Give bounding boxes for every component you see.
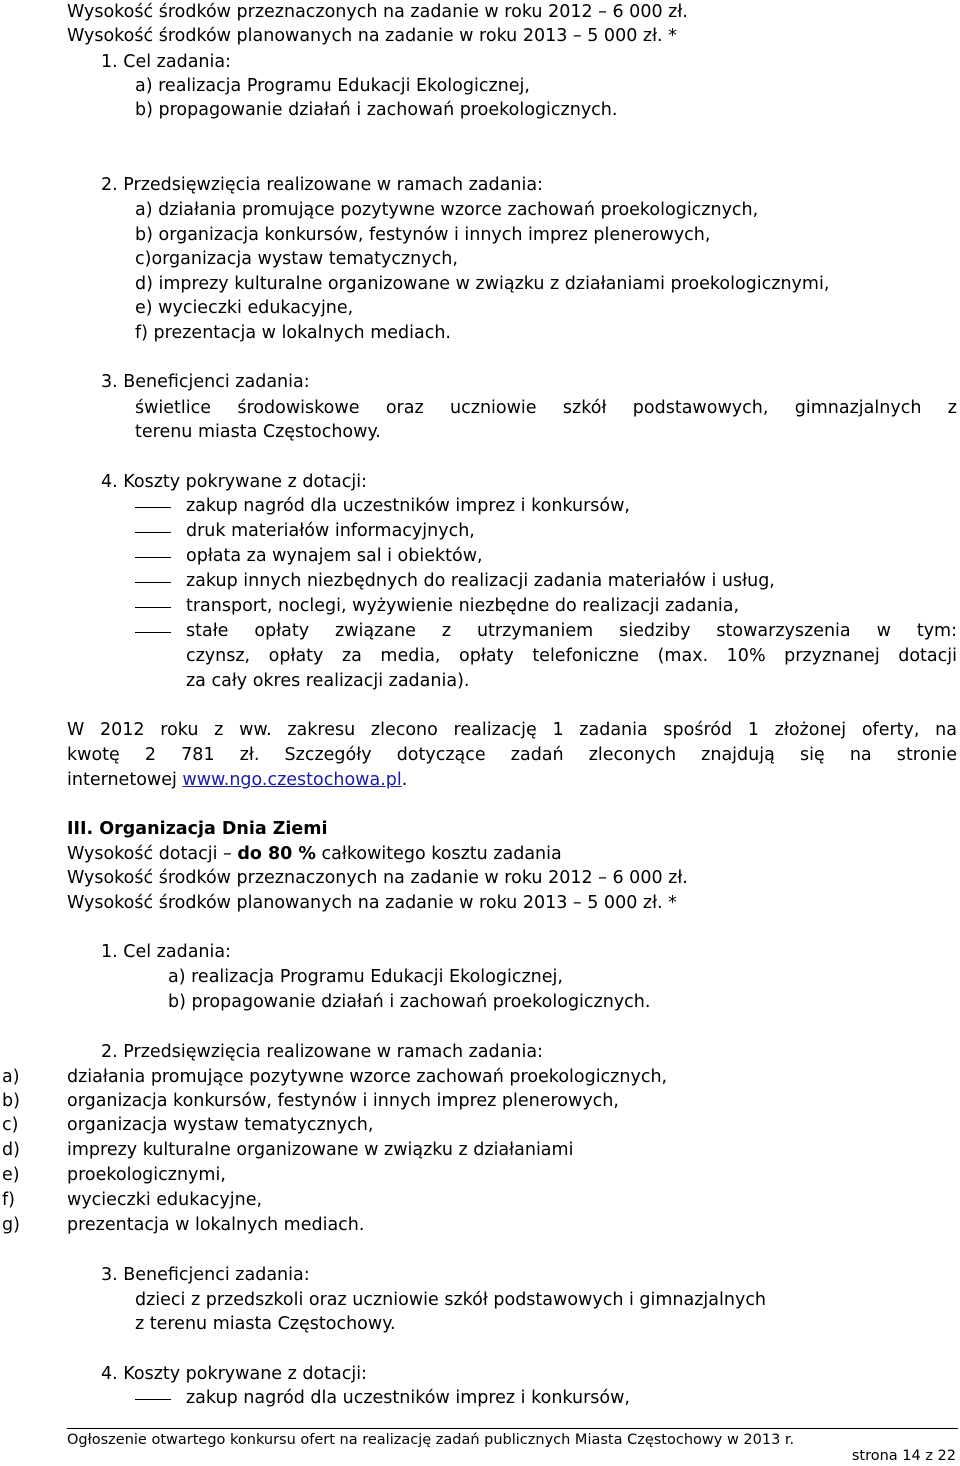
activity-item: prezentacja w lokalnych mediach. [67, 1215, 365, 1235]
activity-d: d) imprezy kulturalne organizowane w związku z działaniami proekologicznymi, [135, 274, 830, 294]
summary-line-1: W 2012 roku z ww. zakresu zlecono realizację 1 zadania spośród 1 złożonej oferty, na [67, 720, 957, 740]
activity-item: proekologicznymi, [67, 1165, 226, 1185]
footer-divider [67, 1428, 958, 1429]
beneficiaries-title: 3. Beneficjenci zadania: [101, 372, 310, 392]
dash-bullet [135, 582, 171, 583]
cost-item: druk materiałów informacyjnych, [186, 521, 475, 541]
dash-bullet [135, 1399, 171, 1400]
activities-title: 2. Przedsięwzięcia realizowane w ramach zadania: [101, 175, 543, 195]
activity-marker: d) [2, 1140, 20, 1160]
activity-item: imprezy kulturalne organizowane w związku z działaniami [67, 1140, 574, 1160]
activity-marker: a) [2, 1067, 20, 1087]
cost-item-last-line-3: za cały okres realizacji zadania). [186, 671, 470, 691]
dash-bullet [135, 507, 171, 508]
activity-b: b) organizacja konkursów, festynów i innych imprez plenerowych, [135, 225, 711, 245]
dash-bullet [135, 632, 171, 633]
funds-2012-line: Wysokość środków przeznaczonych na zadanie w roku 2012 – 6 000 zł. [67, 2, 688, 22]
cost-item: zakup nagród dla uczestników imprez i konkursów, [186, 496, 630, 516]
funds-2012-line: Wysokość środków przeznaczonych na zadanie w roku 2012 – 6 000 zł. [67, 868, 688, 888]
subsidy-line [67, 842, 562, 866]
cost-item: opłata za wynajem sal i obiektów, [186, 546, 483, 566]
goal-item-b: b) propagowanie działań i zachowań proekologicznych. [135, 100, 618, 120]
beneficiaries-title: 3. Beneficjenci zadania: [101, 1265, 310, 1285]
activity-marker: b) [2, 1091, 20, 1111]
subsidy-suffix: całkowitego kosztu zadania [321, 844, 562, 864]
activities-title: 2. Przedsięwzięcia realizowane w ramach zadania: [101, 1042, 543, 1062]
activity-c: c)organizacja wystaw tematycznych, [135, 249, 458, 269]
summary-prefix: internetowej [67, 770, 177, 790]
funds-2013-line: Wysokość środków planowanych na zadanie w roku 2013 – 5 000 zł. * [67, 893, 677, 913]
cost-item: zakup nagród dla uczestników imprez i konkursów, [186, 1388, 630, 1408]
dash-bullet [135, 532, 171, 533]
dash-bullet [135, 607, 171, 608]
cost-item: zakup innych niezbędnych do realizacji zadania materiałów i usług, [186, 571, 775, 591]
goal-title: 1. Cel zadania: [101, 52, 231, 72]
funds-2013-line: Wysokość środków planowanych na zadanie w roku 2013 – 5 000 zł. * [67, 26, 677, 46]
activity-f: f) prezentacja w lokalnych mediach. [135, 323, 451, 343]
summary-line-2: kwotę 2 781 zł. Szczegóły dotyczące zadań zleconych znajdują się na stronie [67, 745, 957, 765]
footer-title: Ogłoszenie otwartego konkursu ofert na realizację zadań publicznych Miasta Częstochowy w 2013 r. [67, 1432, 795, 1448]
goal-item-a: a) realizacja Programu Edukacji Ekologicznej, [168, 967, 563, 987]
summary-line-3 [67, 768, 407, 792]
subsidy-percent: do 80 % [237, 844, 316, 864]
page-number: strona 14 z 22 [851, 1448, 956, 1464]
dash-bullet [135, 557, 171, 558]
activity-a: a) działania promujące pozytywne wzorce zachowań proekologicznych, [135, 200, 759, 220]
beneficiaries-line-2: z terenu miasta Częstochowy. [135, 1314, 396, 1334]
cost-item: transport, noclegi, wyżywienie niezbędne do realizacji zadania, [186, 596, 740, 616]
costs-title: 4. Koszty pokrywane z dotacji: [101, 1364, 368, 1384]
activity-marker: f) [2, 1190, 15, 1210]
costs-title: 4. Koszty pokrywane z dotacji: [101, 472, 368, 492]
activity-e: e) wycieczki edukacyjne, [135, 298, 354, 318]
beneficiaries-line-2: terenu miasta Częstochowy. [135, 422, 381, 442]
activity-marker: c) [2, 1115, 19, 1135]
activity-marker: e) [2, 1165, 20, 1185]
activity-marker: g) [2, 1215, 20, 1235]
activity-item: organizacja konkursów, festynów i innych imprez plenerowych, [67, 1091, 619, 1111]
activity-item: organizacja wystaw tematycznych, [67, 1115, 374, 1135]
cost-item-last-line-1: stałe opłaty związane z utrzymaniem siedziby stowarzyszenia w tym: [186, 621, 957, 641]
goal-title: 1. Cel zadania: [101, 942, 231, 962]
summary-suffix: . [401, 770, 408, 790]
subsidy-prefix: Wysokość dotacji – [67, 844, 232, 864]
activity-item: działania promujące pozytywne wzorce zachowań proekologicznych, [67, 1067, 668, 1087]
activity-item: wycieczki edukacyjne, [67, 1190, 263, 1210]
cost-item-last-line-2: czynsz, opłaty za media, opłaty telefoniczne (max. 10% przyznanej dotacji [186, 646, 957, 666]
goal-item-a: a) realizacja Programu Edukacji Ekologicznej, [135, 76, 530, 96]
beneficiaries-line-1: świetlice środowiskowe oraz uczniowie szkół podstawowych, gimnazjalnych z [135, 398, 957, 418]
beneficiaries-line-1: dzieci z przedszkoli oraz uczniowie szkół podstawowych i gimnazjalnych [135, 1290, 767, 1310]
section-heading: III. Organizacja Dnia Ziemi [67, 819, 328, 839]
goal-item-b: b) propagowanie działań i zachowań proekologicznych. [168, 992, 651, 1012]
ngo-website-link[interactable]: www.ngo.czestochowa.pl [182, 770, 402, 790]
